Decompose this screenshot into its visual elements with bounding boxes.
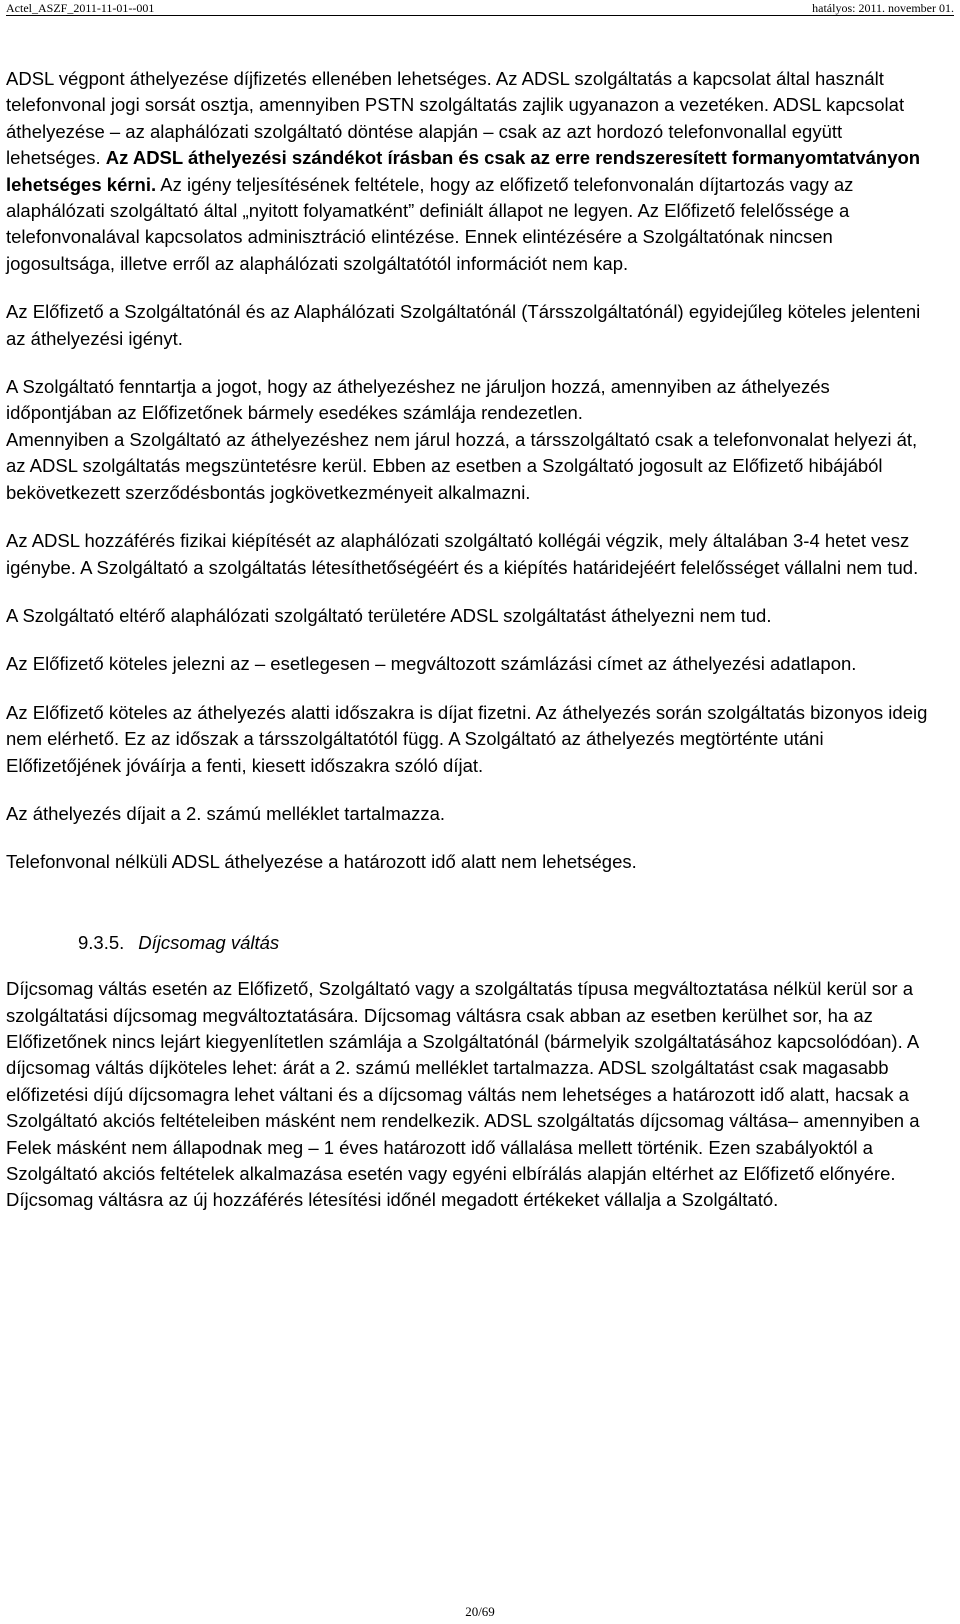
paragraph-billing-address: Az Előfizető köteles jelezni az – esetlegesen – megváltozott számlázási címet az áthelyezési adatlapon.	[6, 653, 857, 675]
paragraph-adsl-relocation	[6, 66, 940, 277]
effective-date: hatályos: 2011. november 01.	[812, 1, 954, 15]
paragraph-different-area: A Szolgáltató eltérő alaphálózati szolgáltató területére ADSL szolgáltatást áthelyezni nem tud.	[6, 604, 772, 626]
section-title: Díjcsomag váltás	[138, 931, 280, 953]
paragraph-package-change: Díjcsomag váltás esetén az Előfizető, Szolgáltató vagy a szolgáltatás típusa megváltoztatása nélkül kerül sor a szolgáltatási díjcsomag megváltoztatására. Díjcsomag váltásra csak abban az esetben kerülhet sor, ha az Előfizetőnek nincs lejárt kiegyenlítetlen számlája a Szolgáltatónál (bármelyik szolgáltatásához kapcsolódóan). A díjcsomag váltás díjköteles lehet: árát a 2. számú melléklet tartalmazza. ADSL szolgáltatást csak magasabb előfizetési díjú díjcsomagra lehet váltani és a díjcsomag váltás nem lehetséges a határozott idő alatt, hacsak a Szolgáltató akciós feltételeiben másként nem rendelkezik. ADSL szolgáltatás díjcsomag váltása– amennyiben a Felek másként nem állapodnak meg – 1 éves határozott idő vállalása mellett történik. Ezen szabályoktól a Szolgáltató akciós feltételek alkalmazása esetén vagy egyéni elbírálás alapján eltérhet az Előfizető előnyére. Díjcsomag váltásra az új hozzáférés létesítési időnél megadott értékeket vállalja a Szolgáltató.	[6, 978, 920, 1211]
paragraph-provider-right	[6, 374, 940, 506]
document-id: Actel_ASZF_2011-11-01--001	[6, 1, 155, 15]
text-relocation-conditions: Az igény teljesítésének feltétele, hogy az előfizető telefonvonalán díjtartozás vagy az alaphálózati szolgáltató által „nyitott folyamatként” definiált állapot ne legyen. Az Előfizető felelőssége a telefonvonalával kapcsolatos adminisztráció elintézése. Ennek elintézésére a Szolgáltatónak nincsen jogosultsága, illetve erről az alaphálózati szolgáltatótól információt nem kap.	[6, 173, 854, 274]
text-provider-right-a: A Szolgáltató fenntartja a jogot, hogy az áthelyezéshez ne járuljon hozzá, amennyiben az áthelyezés időpontjában az Előfizetőnek bármely esedékes számlája rendezetlen.	[6, 376, 830, 424]
paragraph-fee-during-relocation: Az Előfizető köteles az áthelyezés alatti időszakra is díjat fizetni. Az áthelyezés során szolgáltatás bizonyos ideig nem elérhető. Ez az időszak a társszolgáltatótól függ. A Szolgáltató az áthelyezés megtörténte utáni Előfizetőjének jóváírja a fenti, kiesett időszakra szóló díjat.	[6, 701, 928, 776]
page-header	[6, 0, 954, 16]
document-body	[6, 66, 940, 1214]
page-number: 20/69	[465, 1604, 495, 1619]
section-number: 9.3.5.	[78, 931, 125, 953]
section-heading	[6, 930, 940, 956]
text-provider-right-b: Amennyiben a Szolgáltató az áthelyezéshez nem járul hozzá, a társszolgáltató csak a telefonvonalat helyezi át, az ADSL szolgáltatás megszüntetésre kerül. Ebben az esetben a Szolgáltató jogosult az Előfizető hibájából bekövetkezett szerződésbontás jogkövetkezményeit alkalmazni.	[6, 428, 918, 503]
text-adsl-relocation-intro: ADSL végpont áthelyezése díjfizetés ellenében lehetséges. Az ADSL szolgáltatás a kapcsolat által használt telefonvonal jogi sorsát osztja, amennyiben PSTN szolgáltatás zajlik ugyanazon a vezetéken. ADSL kapcsolat áthelyezése – az alaphálózati szolgáltató döntése alapján – csak az azt hordozó telefonvonallal együtt lehetséges.	[6, 68, 905, 169]
paragraph-physical-installation: Az ADSL hozzáférés fizikai kiépítését az alaphálózati szolgáltató kollégái végzik, mely általában 3-4 hetet vesz igénybe. A Szolgáltató a szolgáltatás létesíthetőségéért és a kiépítés határidejéért felelősséget vállalni nem tud.	[6, 530, 919, 578]
paragraph-no-phone-line: Telefonvonal nélküli ADSL áthelyezése a határozott idő alatt nem lehetséges.	[6, 851, 637, 873]
text-relocation-request-bold: Az ADSL áthelyezési szándékot írásban és csak az erre rendszeresített formanyomtatványon lehetséges kérni.	[6, 147, 921, 195]
header-divider	[6, 15, 954, 16]
paragraph-relocation-fees: Az áthelyezés díjait a 2. számú melléklet tartalmazza.	[6, 802, 446, 824]
paragraph-notify-both-providers: Az Előfizető a Szolgáltatónál és az Alaphálózati Szolgáltatónál (Társszolgáltatónál) egyidejűleg köteles jelenteni az áthelyezési igényt.	[6, 301, 921, 349]
